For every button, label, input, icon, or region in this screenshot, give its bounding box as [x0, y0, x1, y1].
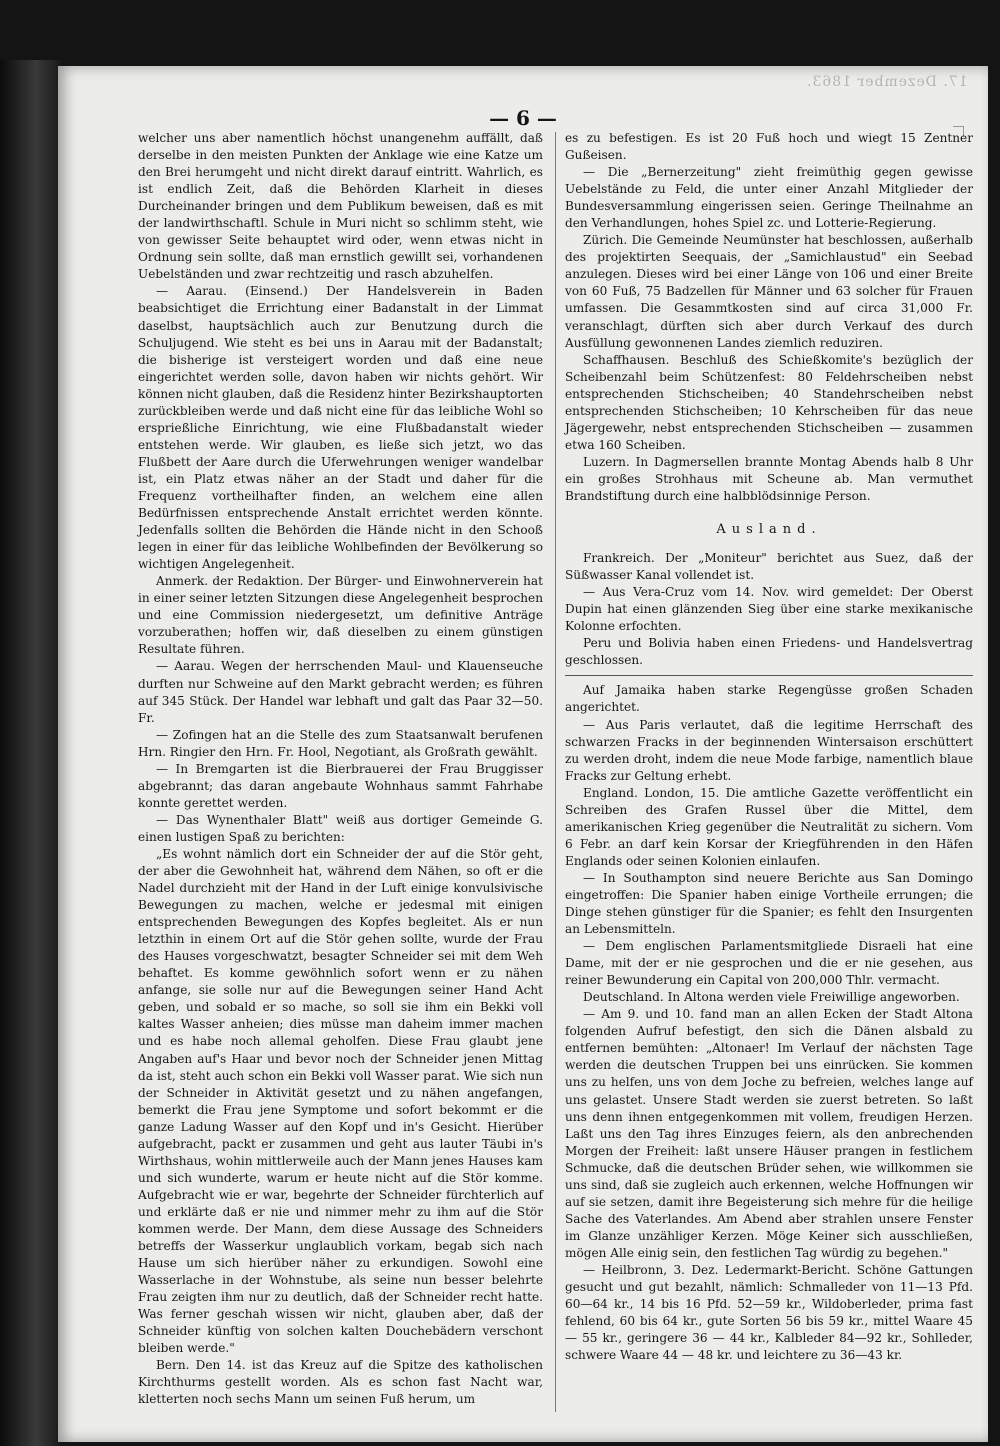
article-paragraph: Luzern. In Dagmersellen brannte Montag Abends halb 8 Uhr ein großes Strohhaus mit Scheune ab. Man vermuthet Brandstiftung durch eine halbblödsinnige Person. — [565, 454, 973, 503]
article-paragraph: — Zofingen hat an die Stelle des zum Staatsanwalt berufenen Hrn. Ringier den Hrn. Fr. Hool, Negotiant, als Großrath gewählt. — [138, 727, 543, 759]
article-paragraph: — Aarau. Wegen der herrschenden Maul- und Klauenseuche durften nur Schweine auf den Markt gebracht werden; es führen auf 345 Stück. Der Handel war lebhaft und galt das Paar 32—50. Fr. — [138, 659, 543, 725]
article-paragraph: Schaffhausen. Beschluß des Schießkomite's bezüglich der Scheibenzahl beim Schützenfest: 80 Feldehrscheiben nebst entsprechenden Stichscheiben; 40 Standehrscheiben nebst entsprechenden Stichscheiben; 10 Kehrscheiben für das neue Jägergewehr, nebst entsprechenden Stichscheiben — zusammen etwa 160 Scheiben. — [565, 352, 973, 452]
page-number: — 6 — — [489, 106, 557, 130]
article-paragraph: — Am 9. und 10. fand man an allen Ecken der Stadt Altona folgenden Aufruf befestigt, den sich die Dänen alsbald zu entfernen bemühten: „Altonaer! Im Verlauf der nächsten Tage werden die deutschen Truppen bei uns einrücken. Sie kommen uns zu helfen, uns von dem Joche zu befreien, welches lange auf uns gelastet. Unsere Stadt werden sie zuerst betreten. So laßt uns denn ihnen entgegenkommen mit vollem, freudigen Herzen. Laßt uns den Tag ihres Einzuges feiern, als den anbrechenden Morgen der Freiheit: laßt unsere Häuser prangen in festlichem Schmucke, daß die deutschen Brüder sehen, wie willkommen sie uns sind, daß sie zugleich auch erkennen, welche Hoffnungen wir auf sie setzen, damit ihre Begeisterung sich mehre für die heilige Sache des Vaterlandes. Am Abend aber strahlen unsere Fenster im Glanze unzähliger Kerzen. Möge Keiner sich ausschließen, mögen Alle einig sein, den festlichen Tag würdig zu begehen." — [565, 1007, 973, 1260]
article-paragraph: es zu befestigen. Es ist 20 Fuß hoch und wiegt 15 Zentner Gußeisen. — [565, 131, 973, 163]
article-paragraph: welcher uns aber namentlich höchst unangenehm auffällt, daß derselbe in den meisten Punkten der Anklage wie eine Katze um den Brei herumgeht und nicht direkt darauf eintritt. Wahrlich, es ist endlich Zeit, daß die Behörden Klarheit in dieses Durcheinander bringen und dem Publikum beweisen, daß es mit der landwirthschaftl. Schule in Muri nicht so schlimm steht, wie von gewisser Seite behauptet wird oder, wenn etwas nicht in Ordnung sein sollte, daß man ernstlich gewillt sei, vorhandenen Uebelständen und zwar rechtzeitig und rasch abzuhelfen. — [138, 131, 543, 282]
column-divider — [555, 132, 556, 1412]
article-paragraph: Deutschland. In Altona werden viele Freiwillige angeworben. — [583, 990, 960, 1005]
book-binding — [0, 60, 60, 1446]
article-paragraph: — Heilbronn, 3. Dez. Ledermarkt-Bericht. Schöne Gattungen gesucht und gut bezahlt, nämlich: Schmalleder von 11—13 Pfd. 60—64 kr., 14 bis 16 Pfd. 52—59 kr., Wildoberleder, prima fast fehlend, 60 bis 64 kr., gute Sorten 56 bis 59 kr., mittel Waare 45 — 55 kr., geringere 36 — 44 kr., Kalbleder 84—92 kr., Sohlleder, schwere Waare 44 — 48 kr. und leichtere zu 36—43 kr. — [565, 1263, 973, 1363]
article-paragraph: — Aus Paris verlautet, daß die legitime Herrschaft des schwarzen Fracks in der beginnenden Wintersaison erschüttert zu werden droht, indem die neue Mode farbige, namentlich blaue Fracks zur Geltung erhebt. — [565, 717, 973, 783]
article-paragraph: — Aus Vera-Cruz vom 14. Nov. wird gemeldet: Der Oberst Dupin hat einen glänzenden Sieg über eine starke mexikanische Kolonne erfochten. — [565, 585, 973, 634]
article-paragraph: — Die „Bernerzeitung" zieht freimüthig gegen gewisse Uebelstände zu Feld, die unter einer Anzahl Mitglieder der Bundesversammlung eingerissen seien. Geringe Theilnahme an den Verhandlungen, hohes Spiel zc. und Lotterie-Regierung. — [565, 165, 973, 231]
article-paragraph: Anmerk. der Redaktion. Der Bürger- und Einwohnerverein hat in einer seiner letzten Sitzungen diese Angelegenheit besprochen und eine Commission niedergesetzt, um definitive Anträge vorzuberathen; hoffen wir, daß dieselben zu einem günstigen Resultate führen. — [138, 574, 543, 657]
section-title-ausland: Ausland. — [716, 522, 822, 538]
article-paragraph: „Es wohnt nämlich dort ein Schneider der auf die Stör geht, der aber die Gewohnheit hat, während dem Nähen, so oft er die Nadel durchzieht mit der Hand in der Luft einige konvulsivische Bewegungen zu machen, welche er jedesmal mit einigen entsprechenden Bewegungen des Kopfes begleitet. Als er nun letzthin in einem Ort auf die Stör gehen sollte, wurde der Frau des Hauses vorgeschwatzt, besagter Schneider sei mit dem Weh behaftet. Es komme gewöhnlich sofort wenn er zu nähen anfange, sie solle nur auf die Bewegungen seiner Hand Acht geben, und sobald er so mache, so soll sie ihm ein Bekki voll kaltes Wasser anheien; dies müsse man daheim immer machen und es habe noch allemal geholfen. Diese Frau glaubt jene Angaben auf's Haar und bevor noch der Schneider jenen Mittag da ist, steht auch schon ein Bekki voll Wasser parat. Wie sich nun der Schneider in Aktivität gesetzt und zu nähen angefangen, bemerkt die Frau jene Symptome und sofort bekommt er die ganze Ladung Wasser auf den Kopf und in's Gesicht. Hierüber aufgebracht, packt er zusammen und geht aus lauter Täubi in's Wirthshaus, wohin mittlerweile auch der Mann jenes Hauses kam und sich wunderte, warum er heute nicht auf die Stör komme. Aufgebracht wie er war, begehrte der Schneider fürchterlich auf und erklärte daß er nie und nimmer mehr zu ihm auf die Stör kommen werde. Der Mann, dem diese Aussage des Schneiders betreffs der Wasserkur unglaublich vorkam, begab sich nach Hause um sich hierüber näher zu erkundigen. Sowohl eine Wasserlache in der Wohnstube, als seine nun besser belehrte Frau zeigten ihm nur zu deutlich, daß der Schneider recht hatte. Was ferner geschah wissen wir nicht, glauben aber, daß der Schneider künftig von solchen kalten Douchebädern verschont bleiben werde." — [138, 846, 543, 1356]
article-paragraph: — Das Wynenthaler Blatt" weiß aus dortiger Gemeinde G. einen lustigen Spaß zu berichten: — [138, 812, 543, 844]
article-paragraph: Peru und Bolivia haben einen Friedens- und Handelsvertrag geschlossen. — [565, 636, 973, 668]
article-paragraph: Bern. Den 14. ist das Kreuz auf die Spitze des katholischen Kirchthurms gestellt worden. Als es schon fast Nacht war, kletterten noch sechs Mann um seinen Fuß herum, um — [138, 1358, 543, 1407]
newspaper-page — [58, 66, 988, 1442]
bleed-through-text: 17. Dezember 1863. — [806, 74, 968, 90]
article-paragraph: Zürich. Die Gemeinde Neumünster hat beschlossen, außerhalb des projektirten Seequais, der „Samichlaustud" ein Seebad anzulegen. Dieses wird bei einer Länge von 106 und einer Breite von 60 Fuß, 75 Badzellen für Männer und 63 solcher für Frauen umfassen. Die Gesammtkosten sind auf circa 31,000 Fr. veranschlagt, dürften sich aber durch Verkauf des durch Ausfüllung gewonnenen Landes ziemlich reduziren. — [565, 233, 973, 350]
article-paragraph: England. London, 15. Die amtliche Gazette veröffentlicht ein Schreiben des Grafen Russel über die Mittel, dem amerikanischen Krieg gegenüber die Neutralität zu sichern. Vom 6 Febr. an darf kein Korsar der Kriegführenden in den Häfen Englands oder seinen Kolonien einlaufen. — [565, 785, 973, 868]
article-paragraph: — In Bremgarten ist die Bierbrauerei der Frau Bruggisser abgebrannt; das daran angebaute Wohnhaus sammt Fahrhabe konnte gerettet werden. — [138, 761, 543, 810]
article-paragraph: — In Southampton sind neuere Berichte aus San Domingo eingetroffen: Die Spanier haben einige Vortheile errungen; die Dinge stehen günstiger für die Spanier; es fehlt den Insurgenten an Lebensmitteln. — [565, 870, 973, 937]
section-divider — [565, 675, 973, 676]
article-paragraph: Auf Jamaika haben starke Regengüsse großen Schaden angerichtet. — [565, 683, 973, 715]
article-paragraph: Frankreich. Der „Moniteur" berichtet aus Suez, daß der Süßwasser Kanal vollendet ist. — [565, 551, 973, 583]
right-column — [565, 130, 973, 1364]
left-column — [138, 130, 543, 1409]
article-paragraph: — Aarau. (Einsend.) Der Handelsverein in Baden beabsichtiget die Errichtung einer Badanstalt in der Limmat daselbst, hauptsächlich auch zur Benutzung durch die Schuljugend. Wie steht es bei uns in Aarau mit der Badanstalt; die bisherige ist versteigert worden und daß eine neue eingerichtet werden solle, davon haben wir nichts gehört. Wir können nicht glauben, daß die Residenz hinter Bezirkshauptorten zurückbleiben werde und daß nicht eine für das leibliche Wohl so ersprießliche Einrichtung, wie eine Flußbadanstalt wieder entstehen werde. Wir glauben, es ließe sich jetzt, wo das Flußbett der Aare durch die Uferwehrungen weniger wandelbar ist, ein Platz etwas näher an der Stadt und daher für die Frequenz vortheilhafter finden, an welchem eine allen Bedürfnissen entsprechende Anstalt errichtet werden könnte. Jedenfalls sollten die Behörden die Hände nicht in den Schooß legen in einer für das leibliche Wohlbefinden der Bevölkerung so wichtigen Angelegenheit. — [138, 284, 543, 572]
article-paragraph: — Dem englischen Parlamentsmitgliede Disraeli hat eine Dame, mit der er nie gesprochen und die er nie gesehen, aus reiner Bewunderung ein Capital von 200,000 Thlr. vermacht. — [565, 939, 973, 988]
